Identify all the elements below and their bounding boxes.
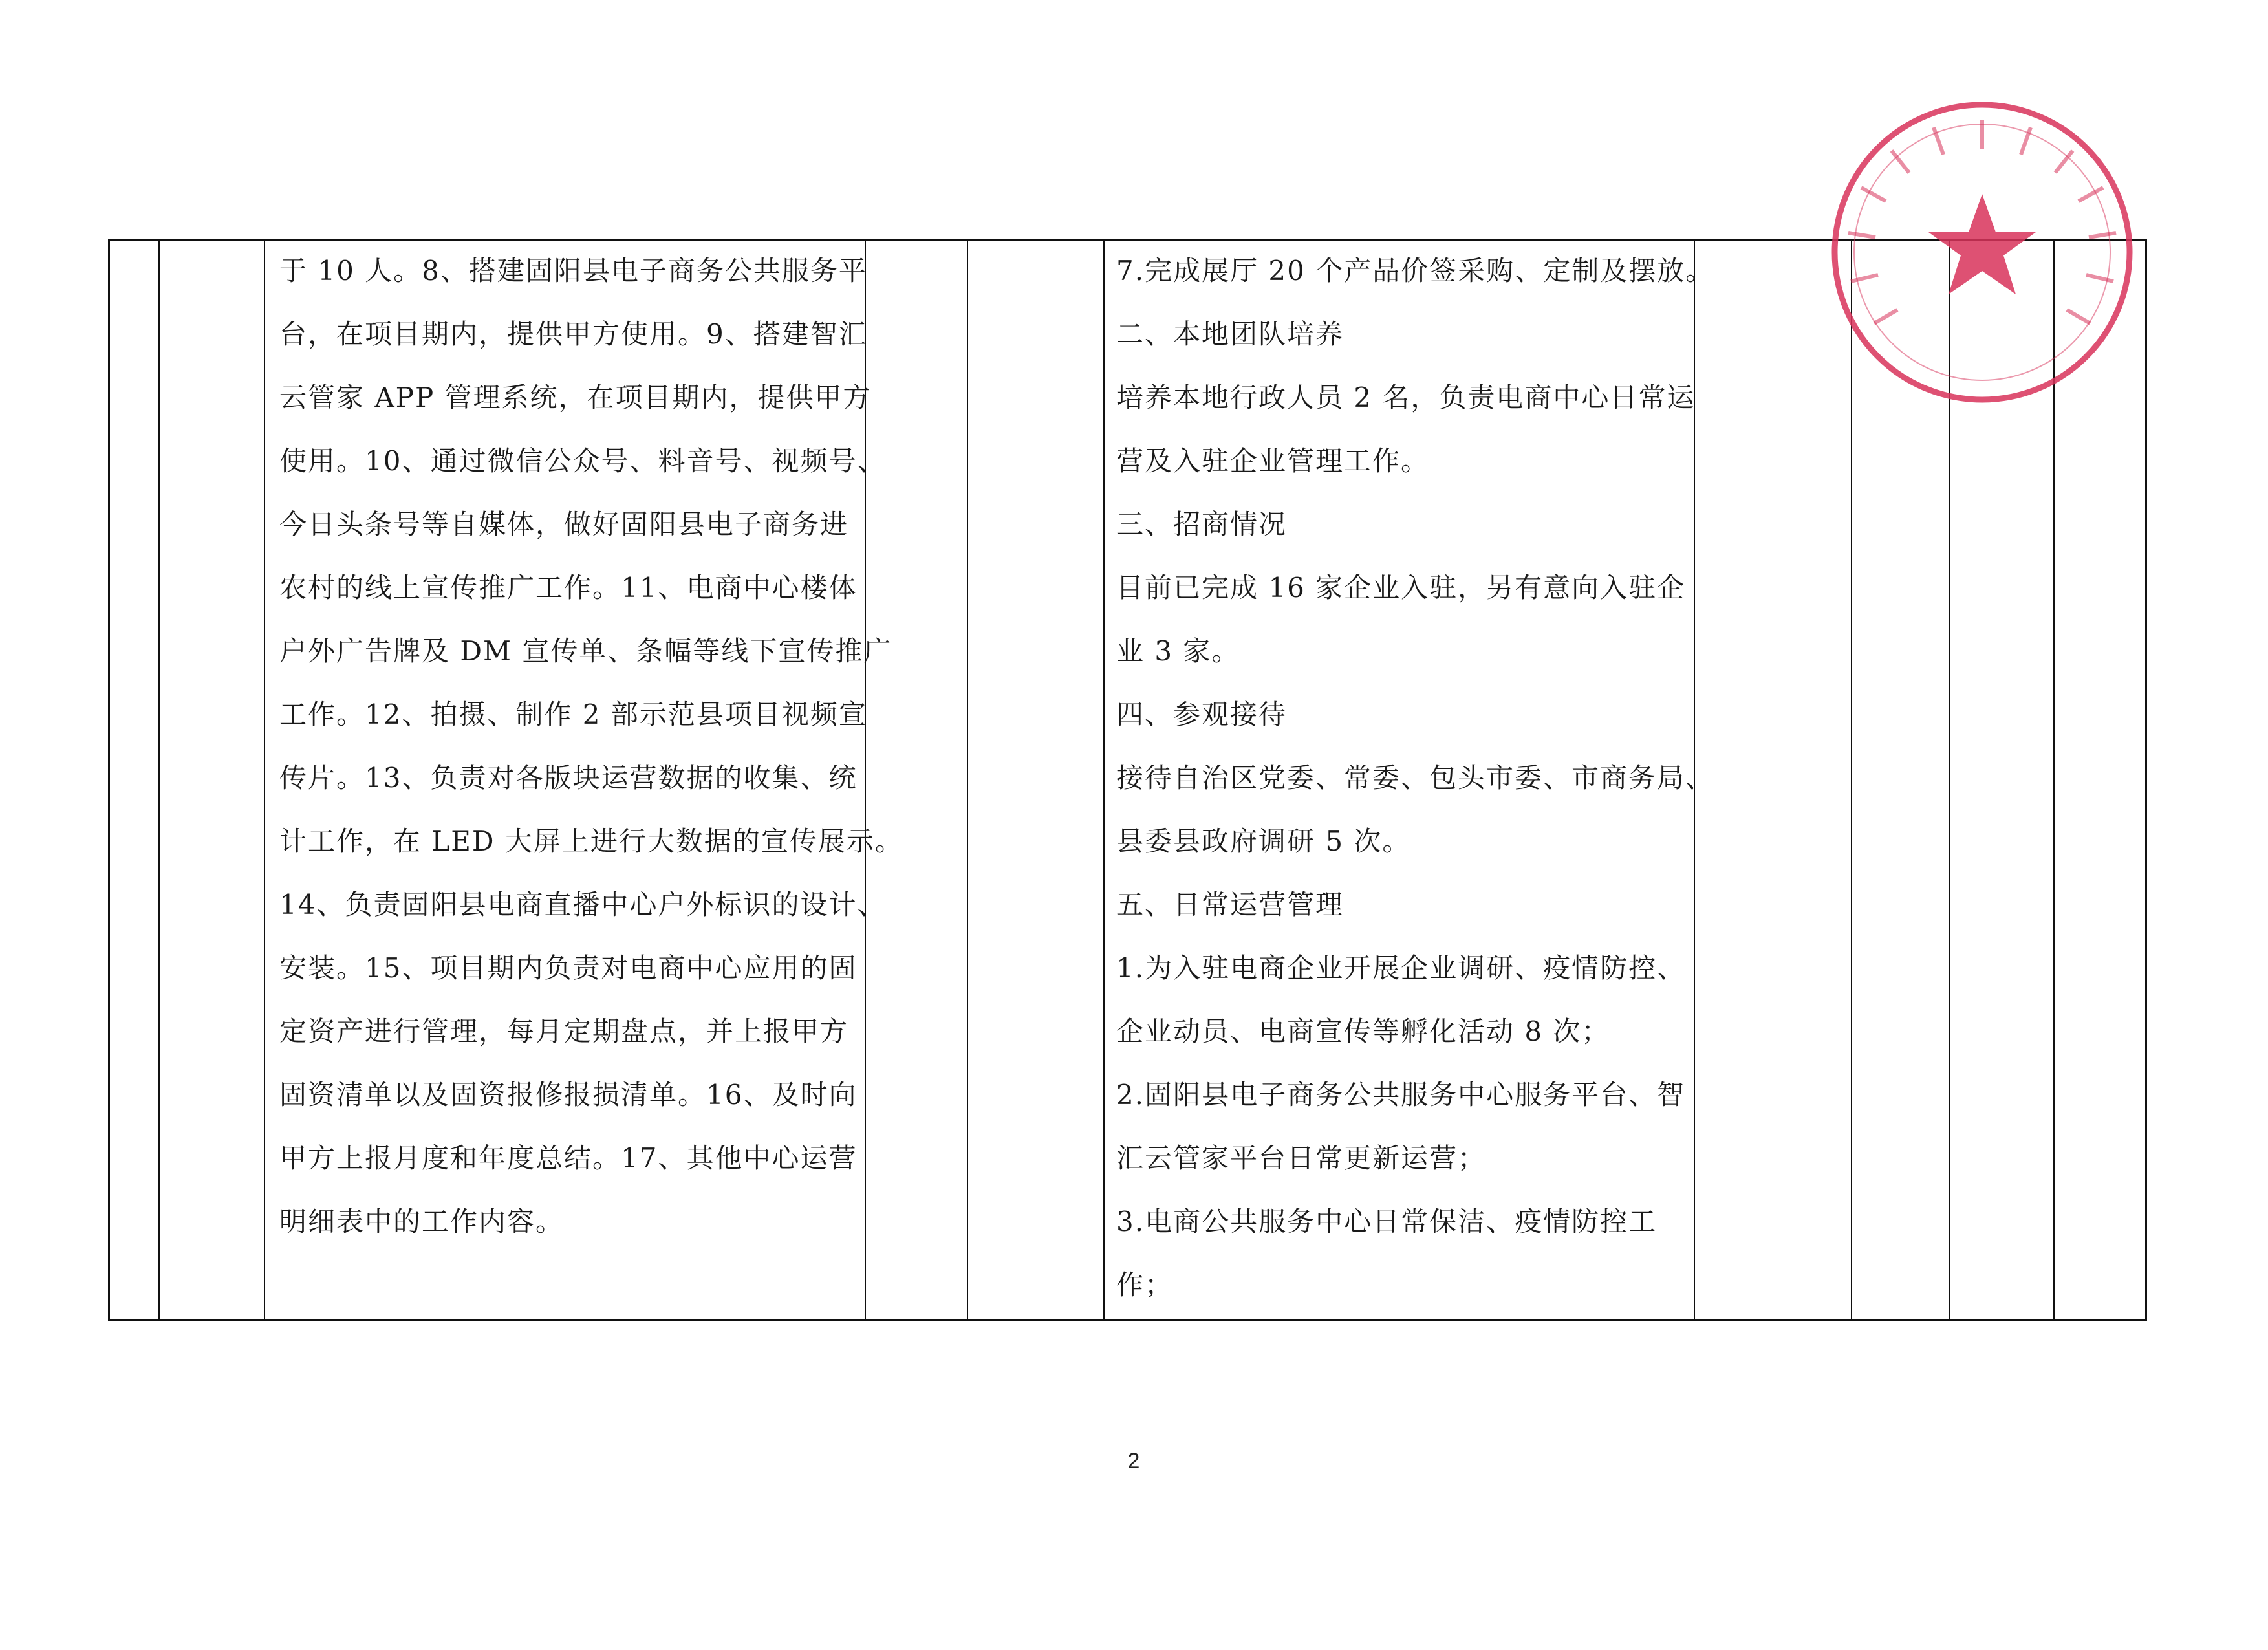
text-line: 14、负责固阳县电商直播中心户外标识的设计、	[279, 889, 886, 920]
text-line: 固资清单以及固资报修报损清单。16、及时向	[279, 1079, 858, 1111]
text-line: 明细表中的工作内容。	[279, 1206, 565, 1237]
text-line: 营及入驻企业管理工作。	[1116, 445, 1430, 477]
text-line: 农村的线上宣传推广工作。11、电商中心楼体	[279, 572, 858, 603]
text-line: 户外广告牌及 DM 宣传单、条幅等线下宣传推广	[279, 635, 892, 667]
page-number: 2	[1127, 1449, 1140, 1473]
table-column-divider	[1103, 239, 1105, 1321]
text-line: 2.固阳县电子商务公共服务中心服务平台、智	[1116, 1079, 1686, 1111]
text-line: 云管家 APP 管理系统，在项目期内，提供甲方	[279, 382, 872, 413]
text-line: 7.完成展厅 20 个产品价签采购、定制及摆放。	[1116, 255, 1714, 287]
completion-status-cell	[1116, 239, 1714, 1317]
text-line: 二、本地团队培养	[1116, 318, 1345, 350]
text-line: 传片。13、负责对各版块运营数据的收集、统	[279, 762, 858, 794]
table-column-divider	[967, 239, 968, 1321]
text-line: 今日头条号等自媒体，做好固阳县电子商务进	[279, 508, 849, 540]
text-line: 五、日常运营管理	[1116, 889, 1345, 920]
text-line: 于 10 人。8、搭建固阳县电子商务公共服务平	[279, 255, 867, 287]
text-line: 定资产进行管理，每月定期盘点，并上报甲方	[279, 1015, 849, 1047]
text-line: 安装。15、项目期内负责对电商中心应用的固	[279, 952, 858, 984]
table-column-divider	[158, 239, 160, 1321]
text-line: 目前已完成 16 家企业入驻，另有意向入驻企	[1116, 572, 1686, 603]
text-line: 3.电商公共服务中心日常保洁、疫情防控工	[1116, 1206, 1658, 1237]
official-seal-stamp	[1824, 94, 2141, 411]
text-line: 接待自治区党委、常委、包头市委、市商务局、	[1116, 762, 1714, 794]
text-line: 四、参观接待	[1116, 699, 1288, 730]
text-line: 使用。10、通过微信公众号、料音号、视频号、	[279, 445, 886, 477]
text-line: 汇云管家平台日常更新运营；	[1116, 1142, 1487, 1174]
text-line: 三、招商情况	[1116, 508, 1288, 540]
text-line: 业 3 家。	[1116, 635, 1240, 667]
text-line: 计工作，在 LED 大屏上进行大数据的宣传展示。	[279, 825, 903, 857]
seal-star-icon	[1928, 194, 2036, 294]
work-content-cell	[279, 239, 903, 1254]
table-column-divider	[264, 239, 265, 1321]
text-line: 甲方上报月度和年度总结。17、其他中心运营	[279, 1142, 858, 1174]
text-line: 县委县政府调研 5 次。	[1116, 825, 1411, 857]
text-line: 1.为入驻电商企业开展企业调研、疫情防控、	[1116, 952, 1686, 984]
text-line: 企业动员、电商宣传等孵化活动 8 次；	[1116, 1015, 1610, 1047]
text-line: 台，在项目期内，提供甲方使用。9、搭建智汇	[279, 318, 867, 350]
text-line: 培养本地行政人员 2 名，负责电商中心日常运	[1116, 382, 1696, 413]
text-line: 工作。12、拍摄、制作 2 部示范县项目视频宣	[279, 699, 867, 730]
text-line: 作；	[1116, 1269, 1174, 1301]
